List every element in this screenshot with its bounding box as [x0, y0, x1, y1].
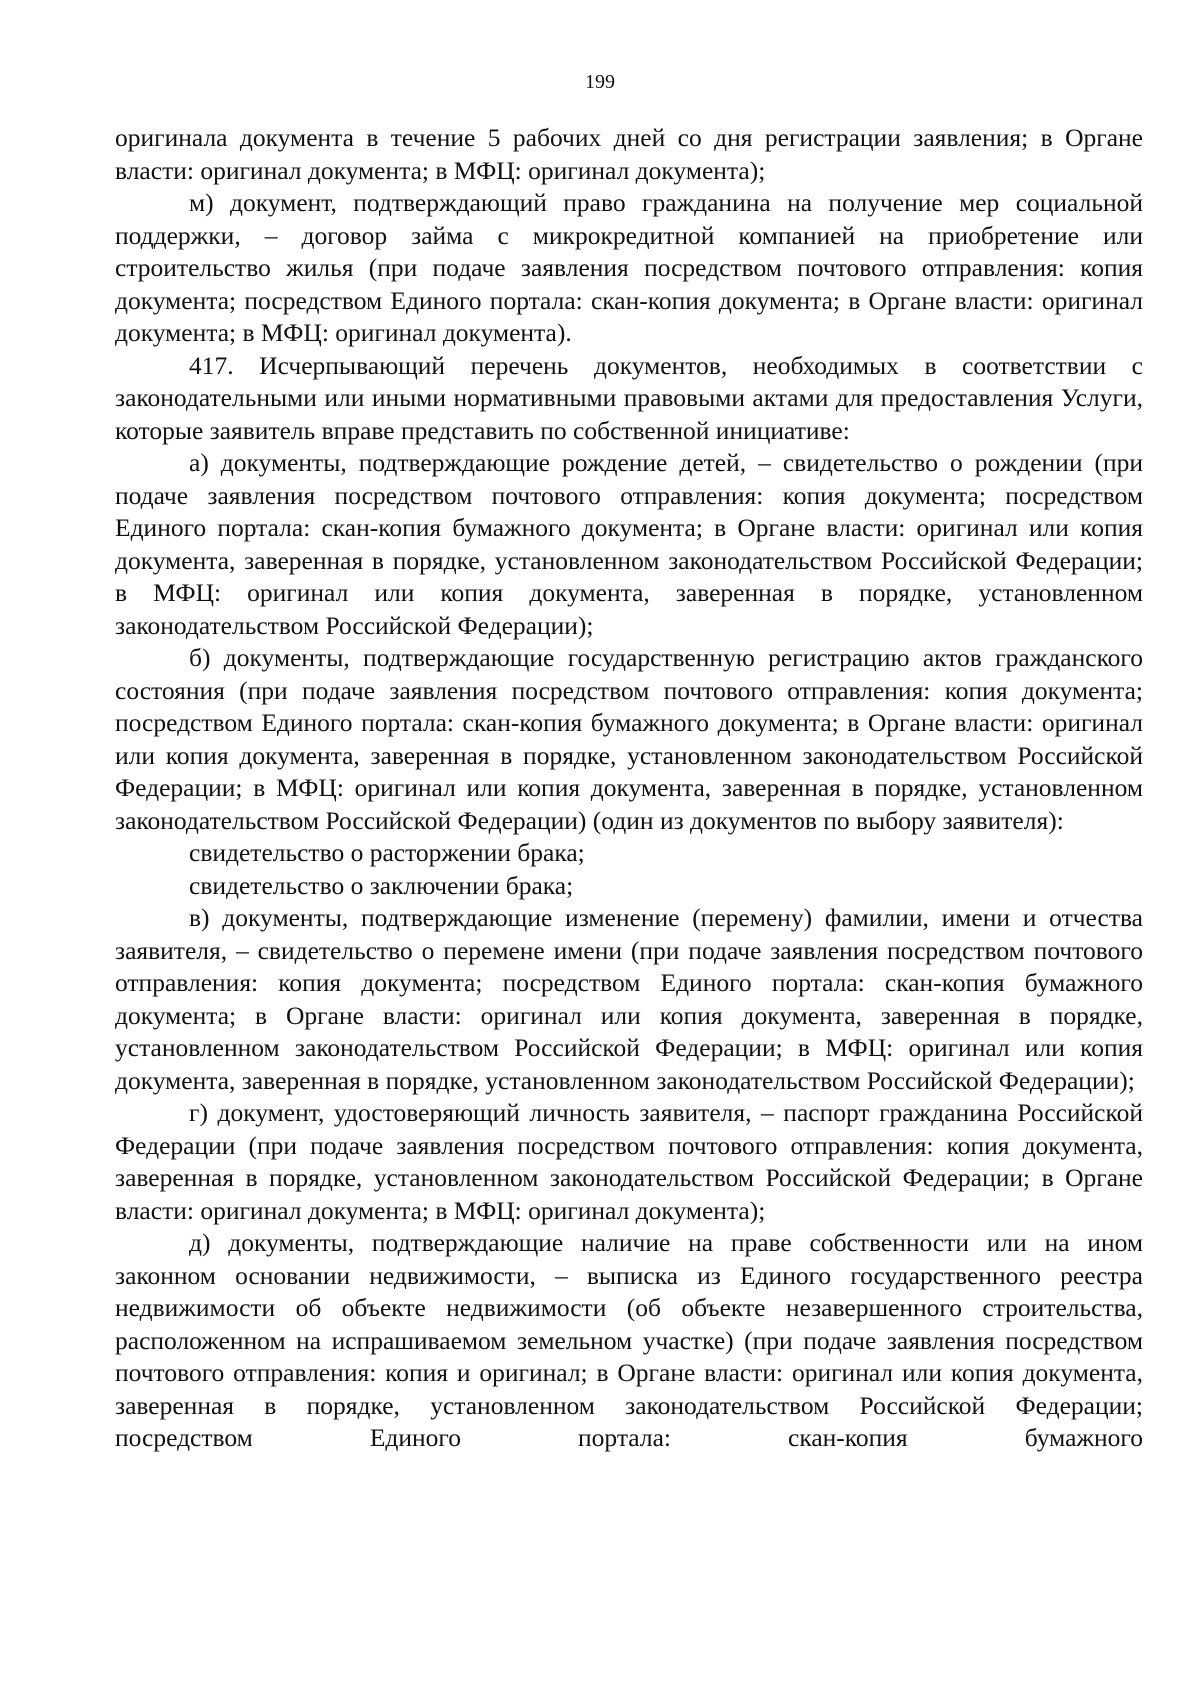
paragraph-continuation: оригинала документа в течение 5 рабочих дней со дня регистрации заявления; в Органе власти: оригинал документа; в МФЦ: оригинал документа);: [115, 123, 1143, 185]
paragraph-item-g: г) документ, удостоверяющий личность заявителя, – паспорт гражданина Российской Федерации (при подаче заявления посредством почтового отправления: копия документа, заверенная в порядке, установленном законодательством Российской Федерации; в Органе власти: оригинал документа; в МФЦ: оригинал документа);: [115, 1098, 1143, 1225]
paragraph-item-m: м) документ, подтверждающий право гражданина на получение мер социальной поддержки, – договор займа с микрокредитной компанией на приобретение или строительство жилья (при подаче заявления посредством почтового отправления: копия документа; посредством Единого портала: скан-копия документа; в Органе власти: оригинал документа; в МФЦ: оригинал документа).: [115, 188, 1143, 347]
paragraph-item-v: в) документы, подтверждающие изменение (перемену) фамилии, имени и отчества заявителя, – свидетельство о перемене имени (при подаче заявления посредством почтового отправления: копия документа; посредством Единого портала: скан-копия бумажного документа; в Органе власти: оригинал или копия документа, заверенная в порядке, установленном законодательством Российской Федерации; в МФЦ: оригинал или копия документа, заверенная в порядке, установленном законодательством Российской Федерации);: [115, 903, 1143, 1095]
page-number: 199: [585, 71, 615, 93]
document-body: [115, 122, 1143, 1455]
paragraph-item-d: д) документы, подтверждающие наличие на праве собственности или на ином законном основании недвижимости, – выписка из Единого государственного реестра недвижимости об объекте недвижимости (об объекте незавершенного строительства, расположенном на испрашиваемом земельном участке) (при подаче заявления посредством почтового отправления: копия и оригинал; в Органе власти: оригинал или копия документа, заверенная в порядке, установленном законодательством Российской Федерации; посредством Единого портала: скан-копия бумажного: [115, 1228, 1143, 1452]
paragraph-divorce-certificate: свидетельство о расторжении брака;: [189, 838, 585, 867]
paragraph-item-a: а) документы, подтверждающие рождение детей, – свидетельство о рождении (при подаче заявления посредством почтового отправления: копия документа; посредством Единого портала: скан-копия бумажного документа; в Органе власти: оригинал или копия документа, заверенная в порядке, установленном законодательством Российской Федерации; в МФЦ: оригинал или копия документа, заверенная в порядке, установленном законодательством Российской Федерации);: [115, 448, 1143, 640]
paragraph-item-b: б) документы, подтверждающие государственную регистрацию актов гражданского состояния (при подаче заявления посредством почтового отправления: копия документа; посредством Единого портала: скан-копия бумажного документа; в Органе власти: оригинал или копия документа, заверенная в порядке, установленном законодательством Российской Федерации; в МФЦ: оригинал или копия документа, заверенная в порядке, установленном законодательством Российской Федерации) (один из документов по выбору заявителя):: [115, 643, 1143, 835]
paragraph-417: 417. Исчерпывающий перечень документов, необходимых в соответствии с законодательными или иными нормативными правовыми актами для предоставления Услуги, которые заявитель вправе представить по собственной инициативе:: [115, 350, 1143, 445]
paragraph-marriage-certificate: свидетельство о заключении брака;: [189, 870, 574, 900]
